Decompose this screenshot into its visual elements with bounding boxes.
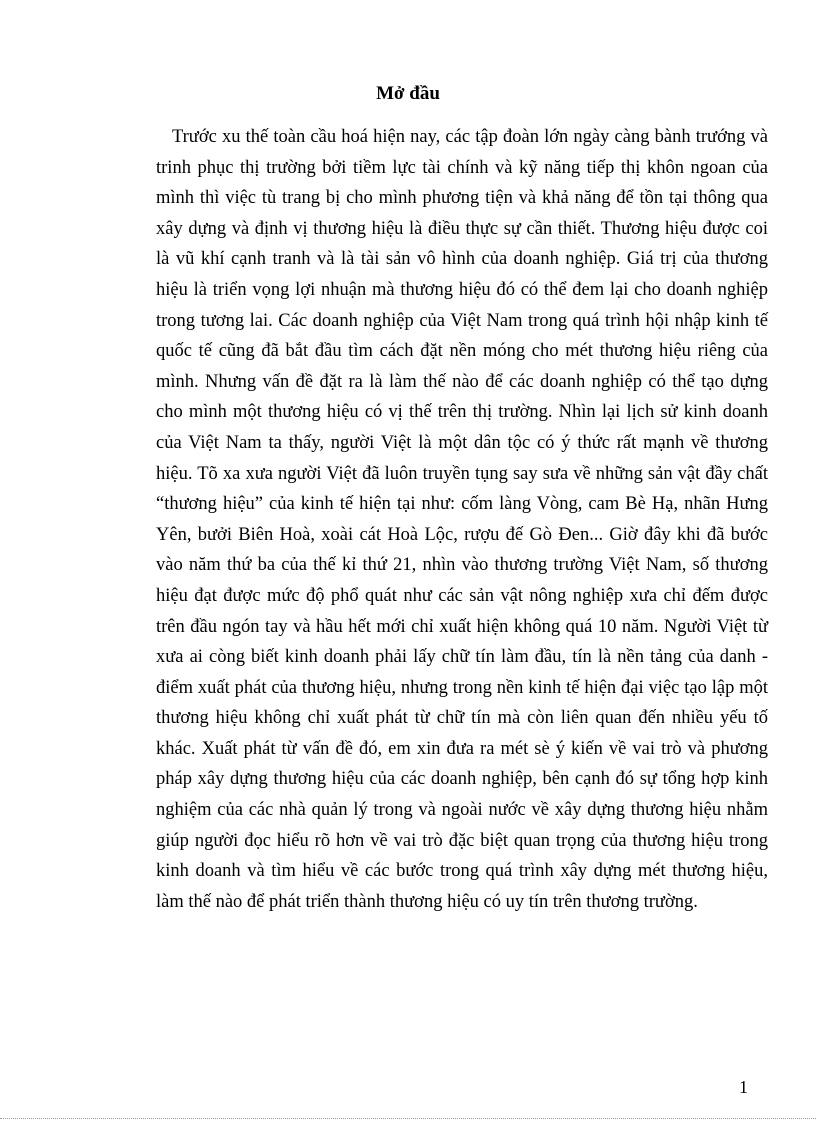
body-paragraph: Trước xu thế toàn cầu hoá hiện nay, các tập đoàn lớn ngày càng bành trướng và trinh phục thị trường bởi tiềm lực tài chính và kỹ năng tiếp thị khôn ngoan của mình thì việc tù trang bị cho mình phương tiện và khả năng để tồn tại thông qua xây dựng và định vị thương hiệu là điều thực sự cần thiết. Thương hiệu được coi là vũ khí cạnh tranh và là tài sản vô hình của doanh nghiệp. Giá trị của thương hiệu là triển vọng lợi nhuận mà thương hiệu đó có thể đem lại cho doanh nghiệp trong tương lai. Các doanh nghiệp của Việt Nam trong quá trình hội nhập kinh tế quốc tế cũng đã bắt đầu tìm cách đặt nền móng cho mét thương hiệu riêng của mình. Nhưng vấn đề đặt ra là làm thế nào để các doanh nghiệp có thể tạo dựng cho mình một thương hiệu có vị thế trên thị trường. Nhìn lại lịch sử kinh doanh của Việt Nam ta thấy, người Việt là một dân tộc có ý thức rất mạnh về thương hiệu. Tõ xa xưa người Việt đã luôn truyền tụng say sưa về những sản vật đầy chất “thương hiệu” của kinh tế hiện tại như: cốm làng Vòng, cam Bè Hạ, nhãn Hưng Yên, bưởi Biên Hoà, xoài cát Hoà Lộc, rượu đế Gò Đen... Giờ đây khi đã bước vào năm thứ ba của thế kỉ thứ 21, nhìn vào thương trường Việt Nam, số thương hiệu đạt được mức độ phổ quát như các sản vật nông nghiệp xưa chỉ đếm được trên đầu ngón tay và hầu hết mới chỉ xuất hiện không quá 10 năm. Người Việt từ xưa ai còng biết kinh doanh phải lấy chữ tín làm đầu, tín là nền tảng của danh - điểm xuất phát của thương hiệu, nhưng trong nền kinh tế hiện đại việc tạo lập một thương hiệu không chỉ xuất phát từ chữ tín mà còn liên quan đến nhiều yếu tố khác. Xuất phát từ vấn đề đó, em xin đưa ra mét sè ý kiến về vai trò và phương pháp xây dựng thương hiệu của các doanh nghiệp, bên cạnh đó sự tổng hợp kinh nghiệm của các nhà quản lý trong và ngoài nước về xây dựng thương hiệu nhằm giúp người đọc hiểu rõ hơn về vai trò đặc biệt quan trọng của thương hiệu trong kinh doanh và tìm hiểu về các bước trong quá trình xây dựng mét thương hiệu, làm thế nào để phát triển thành thương hiệu có uy tín trên thương trường. (156, 127, 768, 912)
page-bottom-divider (0, 1118, 816, 1119)
page-title: Mở đầu (376, 83, 440, 104)
page-number: 1 (739, 1077, 748, 1097)
